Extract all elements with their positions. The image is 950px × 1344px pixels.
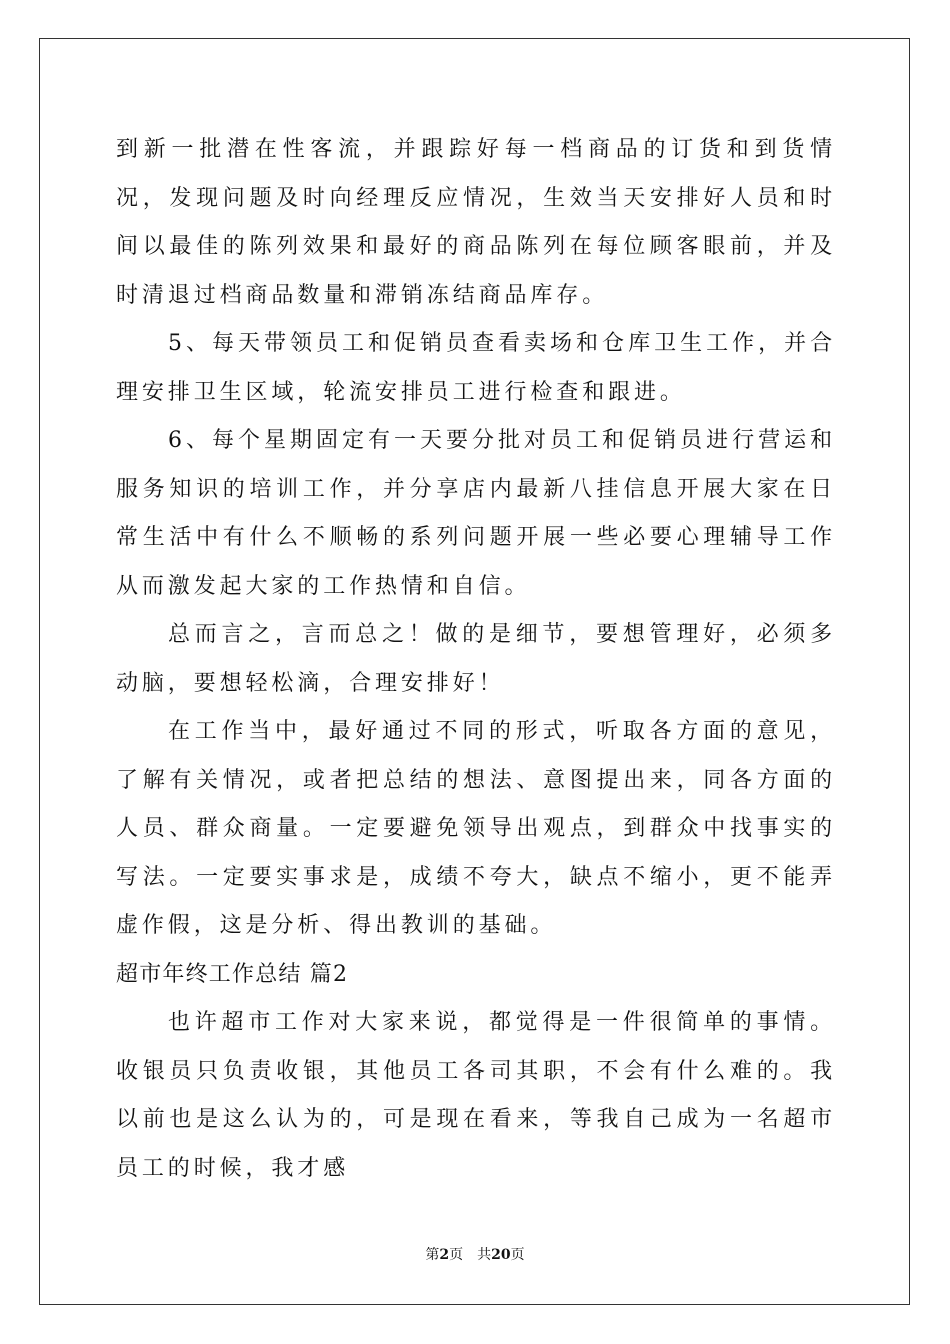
footer-total-suffix: 页 (510, 1247, 525, 1263)
footer-total-pages: 20 (491, 1247, 511, 1263)
footer-page-prefix: 第 (425, 1247, 440, 1263)
section-heading: 超市年终工作总结 篇2 (116, 961, 349, 987)
body-paragraph-item-5: 5、每天带领员工和促销员查看卖场和仓库卫生工作，并合理安排卫生区域，轮流安排员工进行检查和跟进。 (116, 331, 836, 405)
page-footer (0, 1245, 950, 1265)
footer-total-prefix: 共 (477, 1247, 492, 1263)
body-paragraph-item-6: 6、每个星期固定有一天要分批对员工和促销员进行营运和服务知识的培训工作，并分享店内最新八挂信息开展大家在日常生活中有什么不顺畅的系列问题开展一些必要心理辅导工作从而激发起大家的工作热情和自信。 (116, 428, 836, 599)
body-paragraph-intro-2: 也许超市工作对大家来说，都觉得是一件很简单的事情。收银员只负责收银，其他员工各司其职，不会有什么难的。我以前也是这么认为的，可是现在看来，等我自己成为一名超市员工的时候，我才感 (116, 1010, 836, 1181)
body-paragraph-method: 在工作当中，最好通过不同的形式，听取各方面的意见，了解有关情况，或者把总结的想法、意图提出来，同各方面的人员、群众商量。一定要避免领导出观点，到群众中找事实的写法。一定要实事求是，成绩不夸大，缺点不缩小，更不能弄虚作假，这是分析、得出教训的基础。 (116, 719, 836, 938)
document-body (116, 126, 836, 1193)
body-paragraph-continued: 到新一批潜在性客流，并跟踪好每一档商品的订货和到货情况，发现问题及时向经理反应情况，生效当天安排好人员和时间以最佳的陈列效果和最好的商品陈列在每位顾客眼前，并及时清退过档商品数量和滞销冻结商品库存。 (116, 137, 836, 308)
body-paragraph-summary: 总而言之，言而总之！做的是细节，要想管理好，必须多动脑，要想轻松滴，合理安排好！ (116, 622, 836, 696)
footer-page-suffix: 页 (449, 1247, 464, 1263)
footer-page-number: 2 (439, 1247, 450, 1263)
